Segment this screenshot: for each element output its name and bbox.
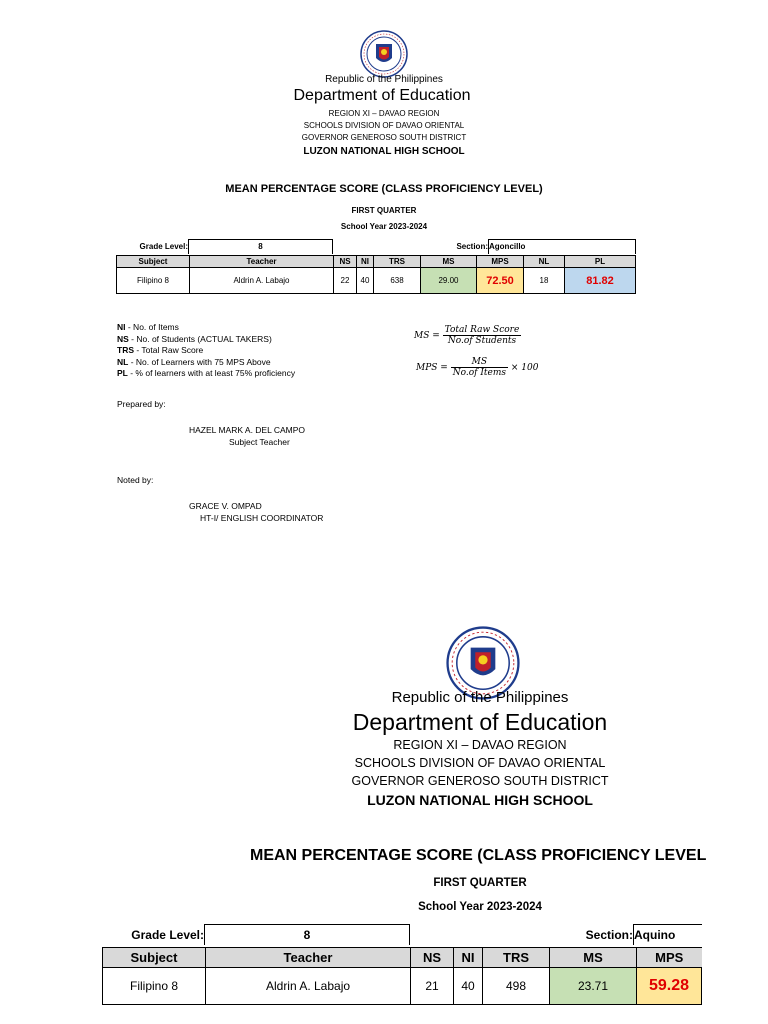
school-year-label: School Year 2023-2024	[418, 901, 542, 913]
region-line: REGION XI – DAVAO REGION	[328, 109, 440, 118]
republic-line: Republic of the Philippines	[325, 74, 443, 85]
cell-ms: 29.00	[421, 268, 477, 294]
col-subject: Subject	[103, 948, 206, 968]
cell-subject: Filipino 8	[117, 268, 190, 294]
department-title: Department of Education	[293, 87, 471, 104]
legend-item: NS - No. of Students (ACTUAL TAKERS)	[117, 333, 272, 344]
col-trs: TRS	[374, 256, 421, 268]
cell-subject: Filipino 8	[103, 968, 206, 1005]
col-ni: NI	[357, 256, 374, 268]
cell-teacher: Aldrin A. Labajo	[206, 968, 411, 1005]
school-name: LUZON NATIONAL HIGH SCHOOL	[303, 146, 465, 157]
grade-section-table	[116, 239, 636, 254]
cell-trs: 638	[374, 268, 421, 294]
quarter-label: FIRST QUARTER	[433, 877, 527, 889]
noted-by-label: Noted by:	[117, 475, 154, 485]
cell-mps: 72.50	[477, 268, 524, 294]
division-line: SCHOOLS DIVISION OF DAVAO ORIENTAL	[303, 121, 465, 130]
table-row	[117, 268, 636, 294]
grade-level-label: Grade Level:	[131, 927, 204, 942]
col-mps: MPS	[477, 256, 524, 268]
section-value: Aquino	[634, 925, 703, 945]
legend-item: NL - No. of Learners with 75 MPS Above	[117, 356, 271, 367]
quarter-label: FIRST QUARTER	[351, 206, 417, 215]
col-pl: PL	[565, 256, 636, 268]
cell-teacher: Aldrin A. Labajo	[190, 268, 334, 294]
cell-ns: 21	[411, 968, 454, 1005]
noter-title: HT-I/ ENGLISH COORDINATOR	[200, 513, 324, 523]
col-ms: MS	[421, 256, 477, 268]
school-year-label: School Year 2023-2024	[340, 222, 428, 231]
ms-formula: MS = $\frac{\text{Total Raw Score}}{\text{No.of Students}}$	[414, 325, 520, 346]
noter-name: GRACE V. OMPAD	[189, 501, 262, 511]
legend-item: PL - % of learners with at least 75% proficiency	[117, 368, 296, 378]
col-subject: Subject	[117, 256, 190, 268]
col-mps: MPS	[637, 948, 702, 968]
school-name: LUZON NATIONAL HIGH SCHOOL	[367, 792, 593, 808]
cell-pl: 81.82	[565, 268, 636, 294]
legend	[117, 322, 295, 380]
mps-table	[116, 255, 636, 294]
section-value: Agoncillo	[489, 240, 636, 254]
col-teacher: Teacher	[190, 256, 334, 268]
grade-level-value: 8	[205, 925, 410, 945]
col-nl: NL	[524, 256, 565, 268]
grade-section-table	[102, 924, 702, 945]
prepared-by-label: Prepared by:	[117, 399, 166, 409]
section-label: Section:	[456, 242, 488, 251]
report-title: MEAN PERCENTAGE SCORE (CLASS PROFICIENCY LEVEL)	[225, 183, 543, 195]
legend-item: NI - No. of Items	[117, 322, 179, 332]
grade-level-label: Grade Level:	[139, 242, 188, 251]
grade-level-value: 8	[189, 240, 333, 254]
col-ni: NI	[454, 948, 483, 968]
mps-table	[102, 947, 702, 1005]
preparer-name: HAZEL MARK A. DEL CAMPO	[189, 425, 306, 435]
region-line: REGION XI – DAVAO REGION	[393, 738, 567, 752]
cell-ni: 40	[357, 268, 374, 294]
cell-trs: 498	[483, 968, 550, 1005]
cell-mps: 59.28	[637, 968, 702, 1005]
department-title: Department of Education	[352, 709, 608, 735]
deped-seal	[360, 30, 408, 78]
table-row	[103, 968, 702, 1005]
preparer-title: Subject Teacher	[229, 437, 290, 447]
col-teacher: Teacher	[206, 948, 411, 968]
col-trs: TRS	[483, 948, 550, 968]
legend-item: TRS - Total Raw Score	[117, 345, 204, 355]
section-label: Section:	[585, 927, 633, 942]
col-ns: NS	[411, 948, 454, 968]
report-title: MEAN PERCENTAGE SCORE (CLASS PROFICIENCY LEVEL	[250, 847, 707, 864]
cell-ms: 23.71	[550, 968, 637, 1005]
cell-nl: 18	[524, 268, 565, 294]
district-line: GOVERNOR GENEROSO SOUTH DISTRICT	[301, 133, 467, 142]
mps-formula: MPS = $\frac{MS}{\text{No.of Items}}$ × 100	[416, 357, 539, 378]
cell-ns: 22	[334, 268, 357, 294]
republic-line: Republic of the Philippines	[391, 689, 569, 706]
col-ns: NS	[334, 256, 357, 268]
district-line: GOVERNOR GENEROSO SOUTH DISTRICT	[351, 774, 609, 788]
col-ms: MS	[550, 948, 637, 968]
division-line: SCHOOLS DIVISION OF DAVAO ORIENTAL	[354, 756, 606, 770]
cell-ni: 40	[454, 968, 483, 1005]
